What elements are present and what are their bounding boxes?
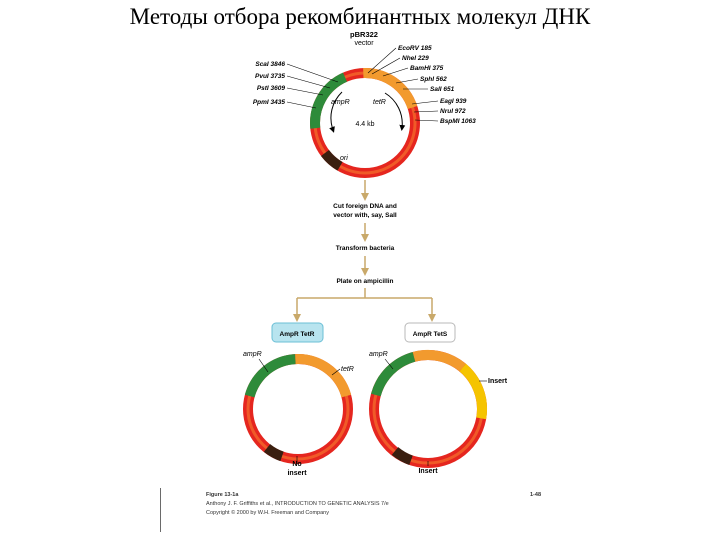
caption-code: 1-48 [530, 492, 542, 498]
amp-label: ampR [243, 351, 262, 358]
amp-gene-arc [250, 359, 296, 396]
figure-caption [206, 492, 541, 516]
insert-arc [463, 368, 482, 419]
site-label: BspMI 1063 [440, 118, 476, 125]
site-label: ScaI 3846 [255, 61, 285, 68]
site-label: EcoRV 185 [398, 45, 432, 52]
ori-arc [267, 448, 282, 456]
ori-arc [325, 153, 340, 166]
site-label: BamHI 375 [410, 65, 444, 72]
tet-direction-arrow [385, 93, 402, 128]
plasmid-size: 4.4 kb [355, 121, 375, 128]
tet-gene-arc [295, 359, 346, 396]
outcome-boxes [272, 323, 455, 342]
site-label: PvuI 3735 [255, 73, 285, 80]
amp-gene-arc [376, 357, 414, 395]
page-title: Методы отбора рекомбинантных молекул ДНК [129, 4, 591, 29]
step-transform: Transform bacteria [335, 245, 395, 252]
insert-bottom-label: Insert [418, 468, 438, 475]
amp-label: ampR [369, 351, 388, 358]
step-cut-line1: Cut foreign DNA and [333, 203, 397, 210]
caption-figure-number: Figure 13-1a [206, 492, 239, 498]
tet-label: tetR [373, 99, 386, 106]
site-leader [383, 68, 408, 76]
site-label: PpmI 3435 [252, 99, 285, 106]
site-leader [287, 76, 330, 88]
no-insert-label-2: insert [287, 470, 307, 477]
outcome-label: AmpR TetS [412, 331, 448, 338]
procedure-flow [297, 180, 432, 318]
site-label: PstI 3609 [256, 85, 285, 92]
step-cut-line2: vector with, say, SalI [333, 212, 397, 219]
plasmid-with-insert [369, 351, 508, 475]
ori-arc [395, 451, 411, 460]
insert-side-label: Insert [488, 378, 508, 385]
page-edge-line [160, 488, 161, 532]
site-label: SalI 651 [430, 86, 455, 93]
caption-copyright: Copyright © 2000 by W.H. Freeman and Company [206, 510, 329, 516]
right-restriction-sites [368, 45, 476, 125]
amp-direction-arrow [331, 92, 342, 130]
caption-citation: Anthony J. F. Griffiths et al., INTRODUCTION TO GENETIC ANALYSIS 7/e [206, 501, 389, 507]
site-label: NruI 972 [440, 108, 466, 115]
site-leader [287, 102, 316, 108]
no-insert-label: No [292, 461, 302, 468]
site-leader [368, 48, 396, 73]
site-leader [287, 64, 338, 82]
plasmid-name: pBR322 [350, 30, 378, 39]
amp-label: ampR [331, 99, 350, 106]
tet-label: tetR [341, 366, 354, 373]
tet-gene-arc [414, 355, 463, 368]
step-plate: Plate on ampicillin [336, 278, 394, 285]
site-label: EagI 939 [440, 98, 467, 105]
site-leader [287, 88, 323, 95]
ori-label: ori [340, 155, 348, 162]
plasmid-name-sub: vector [354, 40, 374, 47]
plasmid-no-insert [243, 351, 354, 477]
outcome-label: AmpR TetR [279, 331, 315, 338]
site-label: SphI 562 [420, 76, 447, 83]
tet-gene-arc [363, 73, 412, 108]
site-label: NheI 229 [402, 55, 429, 62]
